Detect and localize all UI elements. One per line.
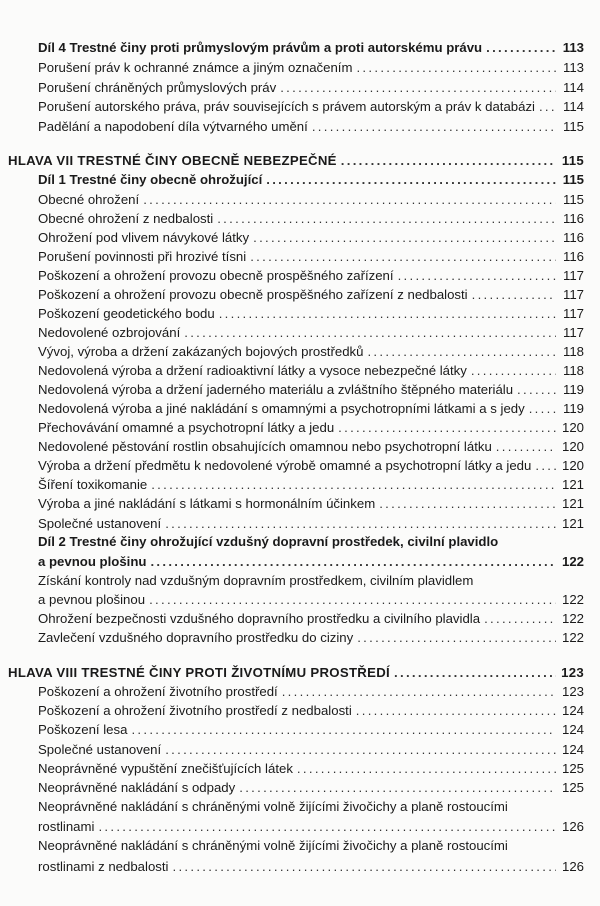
dot-leader — [398, 268, 556, 284]
toc-entry — [0, 780, 600, 796]
toc-page-number: 119 — [562, 382, 584, 397]
toc-entry-title: a pevnou plošinu — [38, 554, 147, 569]
toc-page-number: 120 — [561, 439, 584, 454]
toc-entry — [0, 838, 600, 854]
toc-section-heading — [0, 172, 600, 188]
dot-leader — [165, 742, 556, 758]
dot-leader — [253, 230, 556, 246]
dot-leader — [539, 99, 556, 115]
toc-chapter-heading — [0, 665, 600, 681]
toc-entry — [0, 382, 600, 398]
toc-entry-title: Získání kontroly nad vzdušným dopravním prostředkem, civilním plavidlem — [38, 573, 474, 588]
dot-leader — [356, 703, 556, 719]
toc-entry — [0, 192, 600, 208]
toc-entry-title: Šíření toxikomanie — [38, 477, 148, 492]
dot-leader — [250, 249, 556, 265]
dot-leader — [282, 684, 556, 700]
toc-page-number: 124 — [561, 722, 584, 737]
toc-entry — [0, 859, 600, 875]
dot-leader — [496, 439, 556, 455]
toc-page-number: 126 — [561, 819, 584, 834]
toc-entry-title: Porušení práv k ochranné známce a jiným označením — [38, 60, 353, 75]
toc-page-number: 124 — [561, 742, 584, 757]
toc-entry — [0, 363, 600, 379]
dot-leader — [312, 119, 556, 135]
toc-page-number: 120 — [561, 420, 584, 435]
toc-page-number: 122 — [561, 554, 584, 569]
toc-page-number: 126 — [561, 859, 584, 874]
toc-entry — [0, 516, 600, 532]
toc-entry — [0, 439, 600, 455]
dot-leader — [338, 420, 556, 436]
toc-entry — [0, 573, 600, 589]
toc-entry — [0, 684, 600, 700]
dot-leader — [239, 780, 556, 796]
toc-entry-title: Padělání a napodobení díla výtvarného umění — [38, 119, 308, 134]
toc-entry-title: Společné ustanovení — [38, 516, 162, 531]
dot-leader — [217, 211, 556, 227]
toc-page-number: 117 — [562, 306, 584, 321]
toc-page-number: 115 — [561, 153, 584, 168]
toc-page-number: 117 — [562, 268, 584, 283]
toc-entry-title: Přechovávání omamné a psychotropní látky a jedu — [38, 420, 335, 435]
toc-entry — [0, 496, 600, 512]
toc-entry — [0, 420, 600, 436]
toc-entry-title: Neoprávněné nakládání s chráněnými volně žijícími živočichy a planě rostoucími — [38, 838, 508, 853]
toc-entry — [0, 592, 600, 608]
dot-leader — [394, 665, 556, 681]
toc-entry — [0, 477, 600, 493]
toc-entry-title: HLAVA VIII TRESTNÉ ČINY PROTI ŽIVOTNÍMU PROSTŘEDÍ — [8, 665, 391, 680]
toc-entry — [0, 268, 600, 284]
toc-entry-title: Společné ustanovení — [38, 742, 162, 757]
toc-entry-title: Poškození a ohrožení životního prostředí — [38, 684, 278, 699]
dot-leader — [484, 611, 556, 627]
toc-page-number: 116 — [562, 211, 584, 226]
dot-leader — [341, 153, 556, 169]
toc-entry-title: Výroba a držení předmětu k nedovolené výrobě omamné a psychotropní látky a jedu — [38, 458, 532, 473]
toc-entry — [0, 703, 600, 719]
toc-page-number: 121 — [561, 496, 584, 511]
dot-leader — [98, 819, 556, 835]
toc-page-number: 121 — [561, 477, 584, 492]
toc-page-number: 116 — [562, 230, 584, 245]
toc-page-number: 120 — [561, 458, 584, 473]
toc-page-number: 117 — [562, 325, 584, 340]
dot-leader — [219, 306, 556, 322]
dot-leader — [486, 40, 556, 56]
toc-entry-title: rostlinami z nedbalosti — [38, 859, 169, 874]
toc-entry — [0, 742, 600, 758]
dot-leader — [131, 722, 556, 738]
toc-entry-title: a pevnou plošinou — [38, 592, 146, 607]
toc-entry — [0, 287, 600, 303]
toc-section-heading — [0, 40, 600, 56]
toc-entry-title: Porušení povinnosti při hrozivé tísni — [38, 249, 247, 264]
dot-leader — [297, 761, 556, 777]
toc-entry-title: Nedovolená výroba a držení jaderného materiálu a zvláštního štěpného materiálu — [38, 382, 514, 397]
toc-page-number: 124 — [561, 703, 584, 718]
toc-page-number: 115 — [562, 172, 584, 187]
toc-page-number: 121 — [561, 516, 584, 531]
toc-section-heading — [0, 534, 600, 550]
dot-leader — [149, 592, 556, 608]
toc-entry — [0, 722, 600, 738]
dot-leader — [151, 477, 556, 493]
toc-page-number: 122 — [561, 592, 584, 607]
toc-entry — [0, 230, 600, 246]
toc-page-number: 113 — [562, 40, 584, 55]
toc-entry-title: Poškození a ohrožení provozu obecně prospěšného zařízení — [38, 268, 394, 283]
toc-entry-title: Poškození lesa — [38, 722, 128, 737]
toc-entry-title: Poškození geodetického bodu — [38, 306, 215, 321]
toc-entry-title: Zavlečení vzdušného dopravního prostředku do ciziny — [38, 630, 354, 645]
toc-entry-title: Výroba a jiné nakládání s látkami s hormonálním účinkem — [38, 496, 376, 511]
toc-page-number: 125 — [561, 761, 584, 776]
toc-page-number: 114 — [562, 99, 584, 114]
dot-leader — [172, 859, 556, 875]
toc-entry-title: Neoprávněné nakládání s chráněnými volně žijícími živočichy a planě rostoucími — [38, 799, 508, 814]
toc-page-number: 122 — [561, 630, 584, 645]
toc-entry — [0, 611, 600, 627]
toc-entry-title: HLAVA VII TRESTNÉ ČINY OBECNĚ NEBEZPEČNÉ — [8, 153, 337, 168]
dot-leader — [367, 344, 556, 360]
toc-entry-title: Ohrožení bezpečnosti vzdušného dopravního prostředku a civilního plavidla — [38, 611, 481, 626]
toc-entry — [0, 249, 600, 265]
dot-leader — [165, 516, 556, 532]
dot-leader — [266, 172, 556, 188]
toc-section-heading — [0, 554, 600, 570]
toc-entry — [0, 60, 600, 76]
toc-entry-title: Porušení autorského práva, práv souvisejících s právem autorským a práv k databázi — [38, 99, 535, 114]
dot-leader — [471, 363, 556, 379]
toc-page-number: 115 — [562, 192, 584, 207]
dot-leader — [184, 325, 556, 341]
toc-entry-title: Díl 1 Trestné činy obecně ohrožující — [38, 172, 263, 187]
toc-entry — [0, 119, 600, 135]
toc-chapter-heading — [0, 153, 600, 169]
toc-entry — [0, 306, 600, 322]
toc-entry-title: Obecné ohrožení z nedbalosti — [38, 211, 214, 226]
toc-entry — [0, 80, 600, 96]
toc-entry-title: Nedovolené pěstování rostlin obsahujících omamnou nebo psychotropní látku — [38, 439, 492, 454]
toc-entry — [0, 630, 600, 646]
toc-page-number: 114 — [562, 80, 584, 95]
toc-entry-title: Porušení chráněných průmyslových práv — [38, 80, 277, 95]
dot-leader — [357, 630, 556, 646]
dot-leader — [379, 496, 556, 512]
toc-page-number: 117 — [562, 287, 584, 302]
toc-entry — [0, 819, 600, 835]
toc-page-number: 119 — [562, 401, 584, 416]
dot-leader — [535, 458, 556, 474]
toc-page-number: 118 — [562, 363, 584, 378]
toc-entry — [0, 761, 600, 777]
toc-entry-title: Nedovolené ozbrojování — [38, 325, 181, 340]
dot-leader — [472, 287, 556, 303]
toc-page-number: 125 — [561, 780, 584, 795]
toc-entry — [0, 325, 600, 341]
toc-page-number: 118 — [562, 344, 584, 359]
toc-entry-title: Poškození a ohrožení životního prostředí z nedbalosti — [38, 703, 352, 718]
toc-page-number: 123 — [561, 684, 584, 699]
toc-page-number: 122 — [561, 611, 584, 626]
toc-entry — [0, 799, 600, 815]
toc-entry-title: Neoprávněné nakládání s odpady — [38, 780, 236, 795]
toc-entry-title: Nedovolená výroba a držení radioaktivní látky a vysoce nebezpečné látky — [38, 363, 467, 378]
dot-leader — [517, 382, 556, 398]
toc-entry-title: Neoprávněné vypuštění znečišťujících látek — [38, 761, 293, 776]
toc-page-number: 123 — [561, 665, 584, 680]
dot-leader — [280, 80, 556, 96]
toc-entry-title: Poškození a ohrožení provozu obecně prospěšného zařízení z nedbalosti — [38, 287, 468, 302]
dot-leader — [150, 554, 556, 570]
toc-page-number: 113 — [562, 60, 584, 75]
toc-page-number: 115 — [562, 119, 584, 134]
toc-entry-title: Ohrožení pod vlivem návykové látky — [38, 230, 250, 245]
toc-entry — [0, 344, 600, 360]
toc-entry-title: Díl 4 Trestné činy proti průmyslovým právům a proti autorskému právu — [38, 40, 483, 55]
dot-leader — [356, 60, 556, 76]
toc-entry — [0, 458, 600, 474]
toc-entry — [0, 401, 600, 417]
toc-entry-title: Nedovolená výroba a jiné nakládání s omamnými a psychotropními látkami a s jedy — [38, 401, 525, 416]
dot-leader — [529, 401, 556, 417]
toc-entry-title: Díl 2 Trestné činy ohrožující vzdušný dopravní prostředek, civilní plavidlo — [38, 534, 499, 549]
toc-entry-title: rostlinami — [38, 819, 95, 834]
toc-entry-title: Vývoj, výroba a držení zakázaných bojových prostředků — [38, 344, 364, 359]
toc-entry-title: Obecné ohrožení — [38, 192, 140, 207]
dot-leader — [143, 192, 556, 208]
toc-entry — [0, 211, 600, 227]
toc-page-number: 116 — [562, 249, 584, 264]
toc-entry — [0, 99, 600, 115]
